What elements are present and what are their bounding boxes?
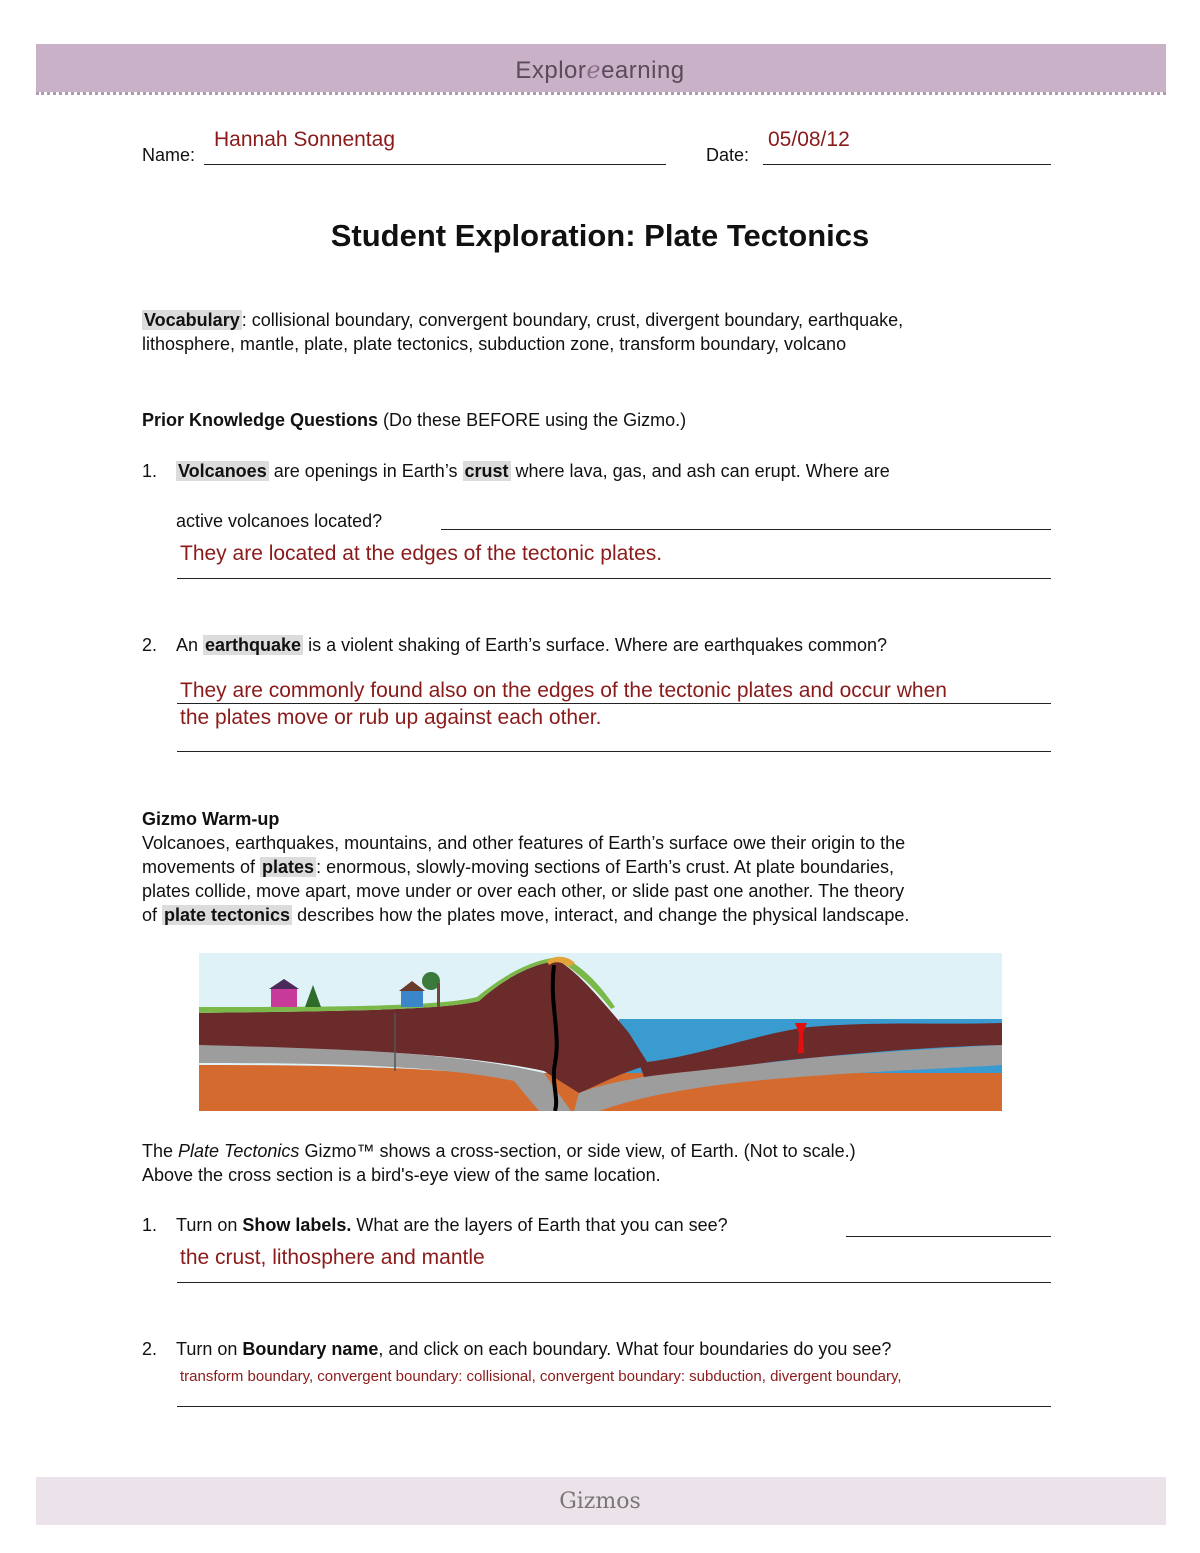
q2-answer-line2[interactable]: the plates move or rub up against each other. [180, 706, 602, 729]
date-label: Date: [706, 145, 750, 165]
plate-tectonics-cross-section [199, 953, 1002, 1111]
warmup-line1: Volcanoes, earthquakes, mountains, and other features of Earth’s surface owe their origin to the [142, 833, 906, 853]
caption-block: The Plate Tectonics Gizmo™ shows a cross-section, or side view, of Earth. (Not to scale.) Above the cross section is a bird's-eye view of the same location. [142, 1141, 856, 1185]
q2-number: 2. [142, 635, 158, 655]
q2-text: An earthquake is a violent shaking of Earth’s surface. Where are earthquakes common? [176, 635, 888, 655]
q2-rule2 [177, 751, 1051, 752]
name-line [204, 164, 666, 165]
q1-line2: active volcanoes located? [176, 511, 383, 531]
gq1-rule1 [846, 1236, 1051, 1237]
warmup-heading: Gizmo Warm-up [142, 809, 280, 829]
vocabulary-block [142, 308, 1102, 356]
warmup-block [142, 807, 1102, 927]
warmup-line2: movements of plates : enormous, slowly-moving sections of Earth’s crust. At plate boundaries, [142, 857, 895, 877]
vocabulary-line2: lithosphere, mantle, plate, plate tectonics, subduction zone, transform boundary, volcano [142, 334, 847, 354]
gq2-number: 2. [142, 1339, 158, 1359]
gq1-answer[interactable]: the crust, lithosphere and mantle [180, 1246, 485, 1269]
gq2-answer[interactable]: transform boundary, convergent boundary: collisional, convergent boundary: subduction, divergent boundary, [180, 1368, 902, 1385]
gq1-number: 1. [142, 1215, 158, 1235]
gq1-rule2 [177, 1282, 1051, 1283]
q1-text: Volcanoes are openings in Earth’s crust where lava, gas, and ash can erupt. Where are [178, 461, 890, 481]
brand-logo: Exploreearning [515, 56, 685, 84]
warmup-line4: of plate tectonics describes how the plates move, interact, and change the physical landscape. [142, 905, 910, 925]
gq1-text: Turn on Show labels. What are the layers of Earth that you can see? [176, 1215, 728, 1235]
q1-number: 1. [142, 461, 158, 481]
name-value[interactable]: Hannah Sonnentag [214, 128, 395, 151]
gizmos-logo: Gizmos [559, 1489, 641, 1514]
q2-rule1 [177, 703, 1051, 704]
header-divider [36, 92, 1166, 95]
gq2-text: Turn on Boundary name, and click on each boundary. What four boundaries do you see? [176, 1339, 892, 1359]
warmup-line3: plates collide, move apart, move under or over each other, or slide past one another. The theory [142, 881, 905, 901]
gq2-rule [177, 1406, 1051, 1407]
page-title: Student Exploration: Plate Tectonics [330, 218, 870, 253]
name-label: Name: [142, 145, 196, 165]
date-line [763, 164, 1051, 165]
q1-answer-line1 [441, 529, 1051, 530]
q1-answer[interactable]: They are located at the edges of the tectonic plates. [180, 542, 663, 565]
q1-answer-line2 [177, 578, 1051, 579]
prior-heading: Prior Knowledge Questions (Do these BEFORE using the Gizmo.) [142, 410, 687, 430]
vocabulary-label: Vocabulary [144, 310, 240, 330]
date-value[interactable]: 05/08/12 [768, 128, 850, 151]
vocabulary-line1: : collisional boundary, convergent boundary, crust, divergent boundary, earthquake, [241, 310, 904, 330]
q2-answer-line1[interactable]: They are commonly found also on the edges of the tectonic plates and occur when [180, 679, 947, 702]
